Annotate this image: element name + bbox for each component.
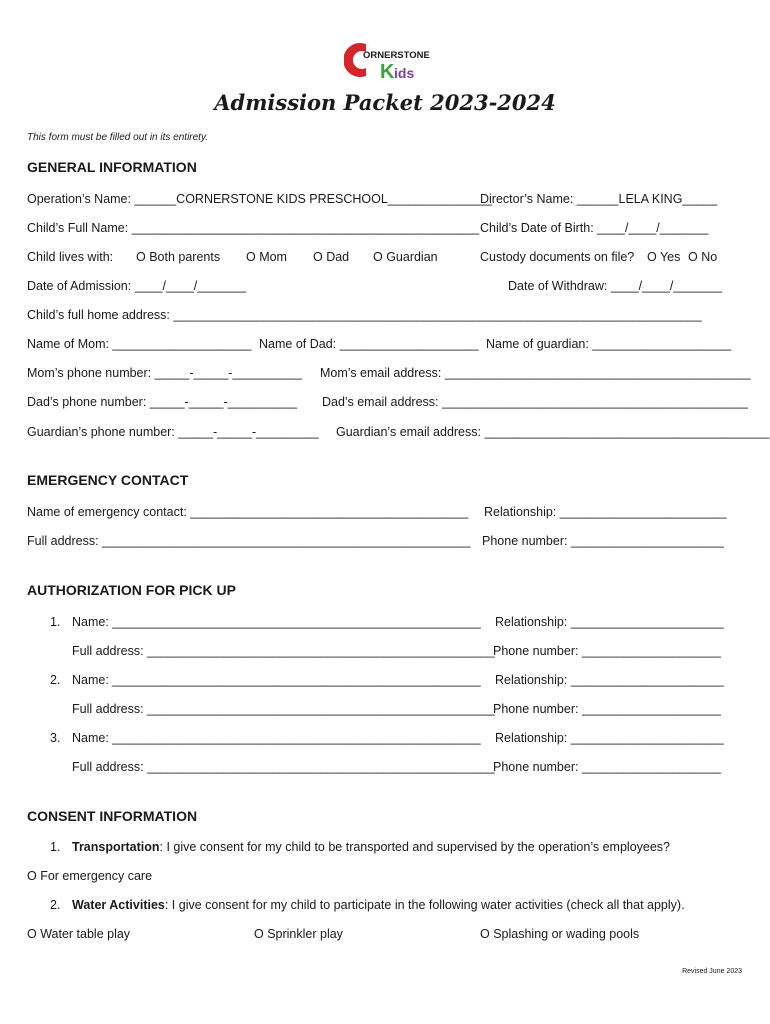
lives-with-both-option[interactable]: O Both parents xyxy=(136,250,221,264)
splashing-option[interactable]: O Splashing or wading pools xyxy=(480,927,640,941)
consent-item1-text xyxy=(72,839,670,855)
general-heading: GENERAL INFORMATION xyxy=(27,159,197,175)
revised-date: Revised June 2023 xyxy=(682,968,742,975)
pickup-address-field[interactable]: Full address: __________________________________________________ xyxy=(72,644,495,658)
emergency-phone-field[interactable]: Phone number: ______________________ xyxy=(482,534,724,548)
operation-name-field[interactable]: Operation’s Name: ______CORNERSTONE KIDS PRESCHOOL_______________ xyxy=(27,192,493,206)
form-note: This form must be filled out in its entirety. xyxy=(27,132,208,143)
pickup-address-field[interactable]: Full address: __________________________________________________ xyxy=(72,760,495,774)
child-name-field[interactable]: Child’s Full Name: __________________________________________________ xyxy=(27,221,480,235)
emergency-heading: EMERGENCY CONTACT xyxy=(27,472,189,488)
page-title: Admission Packet 2023-2024 xyxy=(214,90,556,115)
lives-with-guardian-option[interactable]: O Guardian xyxy=(373,250,438,264)
emergency-relationship-field[interactable]: Relationship: ________________________ xyxy=(484,505,727,519)
custody-no-option[interactable]: O No xyxy=(688,250,718,264)
sprinkler-option[interactable]: O Sprinkler play xyxy=(254,927,343,941)
lives-with-mom-option[interactable]: O Mom xyxy=(246,250,287,264)
pickup-phone-field[interactable]: Phone number: ____________________ xyxy=(493,644,721,658)
pickup-phone-field[interactable]: Phone number: ____________________ xyxy=(493,760,721,774)
guardian-name-field[interactable]: Name of guardian: ____________________ xyxy=(486,337,732,351)
mom-email-field[interactable]: Mom’s email address: ____________________________________________ xyxy=(320,366,751,380)
logo-k: K xyxy=(380,61,395,82)
emergency-name-field[interactable]: Name of emergency contact: ________________________________________ xyxy=(27,505,469,519)
pickup-number: 3. xyxy=(50,731,61,745)
pickup-relationship-field[interactable]: Relationship: ______________________ xyxy=(495,615,724,629)
dad-email-field[interactable]: Dad’s email address: ____________________________________________ xyxy=(322,395,748,409)
guardian-email-field[interactable]: Guardian’s email address: _________________________________________ xyxy=(336,425,770,439)
pickup-name-field[interactable]: Name: _____________________________________________________ xyxy=(72,731,481,745)
home-address-field[interactable]: Child’s full home address: ____________________________________________________________________________ xyxy=(27,308,702,322)
guardian-phone-field[interactable]: Guardian’s phone number: _____-_____-_________ xyxy=(27,425,319,439)
pickup-heading: AUTHORIZATION FOR PICK UP xyxy=(27,582,236,598)
consent-item1-title: Transportation xyxy=(72,840,160,854)
dad-name-field[interactable]: Name of Dad: ____________________ xyxy=(259,337,479,351)
lives-with-dad-option[interactable]: O Dad xyxy=(313,250,350,264)
child-dob-field[interactable]: Child’s Date of Birth: ____/____/_______ xyxy=(480,221,709,235)
cornerstone-kids-logo xyxy=(344,38,434,82)
consent-item2-text xyxy=(72,897,685,913)
logo-word1: ORNERSTONE xyxy=(363,50,430,61)
pickup-relationship-field[interactable]: Relationship: ______________________ xyxy=(495,673,724,687)
pickup-name-field[interactable]: Name: _____________________________________________________ xyxy=(72,615,481,629)
mom-name-field[interactable]: Name of Mom: ____________________ xyxy=(27,337,252,351)
logo-word2: ids xyxy=(394,65,415,81)
lives-with-label: Child lives with: xyxy=(27,250,114,264)
pickup-number: 2. xyxy=(50,673,61,687)
consent-item2-title: Water Activities xyxy=(72,898,165,912)
admission-date-field[interactable]: Date of Admission: ____/____/_______ xyxy=(27,279,246,293)
director-name-field[interactable]: Director’s Name: ______LELA KING_____ xyxy=(480,192,718,206)
pickup-relationship-field[interactable]: Relationship: ______________________ xyxy=(495,731,724,745)
consent-heading: CONSENT INFORMATION xyxy=(27,808,198,824)
withdraw-date-field[interactable]: Date of Withdraw: ____/____/_______ xyxy=(508,279,723,293)
pickup-number: 1. xyxy=(50,615,61,629)
pickup-name-field[interactable]: Name: _____________________________________________________ xyxy=(72,673,481,687)
mom-phone-field[interactable]: Mom’s phone number: _____-_____-__________ xyxy=(27,366,302,380)
water-table-option[interactable]: O Water table play xyxy=(27,927,131,941)
consent-item1-body: : I give consent for my child to be transported and supervised by the operation’s employees? xyxy=(159,840,670,854)
dad-phone-field[interactable]: Dad’s phone number: _____-_____-__________ xyxy=(27,395,298,409)
consent-item2-body: : I give consent for my child to participate in the following water activities (check all that apply). xyxy=(164,898,685,912)
pickup-address-field[interactable]: Full address: __________________________________________________ xyxy=(72,702,495,716)
custody-label: Custody documents on file? xyxy=(480,250,635,264)
consent-item2-number: 2. xyxy=(50,898,61,912)
custody-yes-option[interactable]: O Yes xyxy=(647,250,681,264)
consent-item1-number: 1. xyxy=(50,840,61,854)
emergency-care-option[interactable]: O For emergency care xyxy=(27,869,153,883)
pickup-phone-field[interactable]: Phone number: ____________________ xyxy=(493,702,721,716)
emergency-address-field[interactable]: Full address: _____________________________________________________ xyxy=(27,534,471,548)
